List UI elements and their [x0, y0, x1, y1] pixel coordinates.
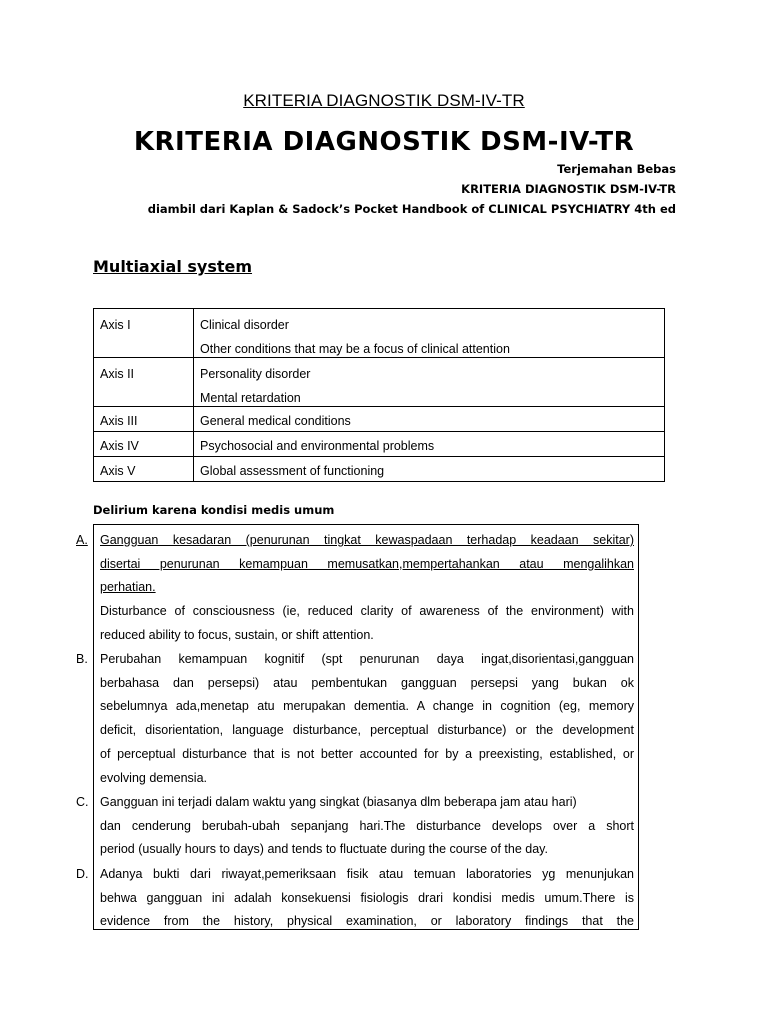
axis-name-cell: Axis I: [94, 309, 194, 358]
criterion-line: berbahasa dan persepsi) atau pembentukan gangguan persepsi yang bukan ok: [100, 675, 634, 690]
axis-name-cell: Axis V: [94, 457, 194, 482]
criterion-d-text: [100, 863, 634, 934]
criterion-line: deficit, disorientation, language disturbance, perceptual disturbance) or the development: [100, 723, 634, 738]
multiaxial-heading: Multiaxial system: [93, 257, 253, 276]
axis-description-cell: Clinical disorder Other conditions that may be a focus of clinical attention: [194, 309, 665, 358]
table-row: [94, 309, 665, 358]
criterion-d-letter: D.: [76, 867, 89, 881]
axis-description-cell: General medical conditions: [194, 407, 665, 432]
axis-name-cell: Axis IV: [94, 432, 194, 457]
document-main-title: KRITERIA DIAGNOSTIK DSM-IV-TR: [133, 127, 635, 157]
axis-description-cell: Psychosocial and environmental problems: [194, 432, 665, 457]
criterion-line: Gangguan ini terjadi dalam waktu yang singkat (biasanya dlm beberapa jam atau hari): [100, 795, 577, 809]
axis-name-cell: Axis II: [94, 358, 194, 407]
criterion-a-letter: A.: [76, 533, 88, 547]
criterion-line: dan cenderung berubah-ubah sepanjang hari.The disturbance develops over a short: [100, 818, 634, 833]
criterion-line: Perubahan kemampuan kognitif (spt penurunan daya ingat,disorientasi,gangguan: [100, 652, 634, 666]
criterion-b-letter: B.: [76, 652, 88, 666]
table-row: [94, 457, 665, 482]
criterion-c-letter: C.: [76, 795, 89, 809]
criterion-line: Gangguan kesadaran (penurunan tingkat kewaspadaan terhadap keadaan sekitar): [100, 533, 634, 547]
document-top-title: KRITERIA DIAGNOSTIK DSM-IV-TR: [243, 91, 525, 110]
criterion-line: Adanya bukti dari riwayat,pemeriksaan fisik atau temuan laboratories yg menunjukan: [100, 867, 634, 881]
subtitle-criteria: KRITERIA DIAGNOSTIK DSM-IV-TR: [461, 182, 676, 196]
criterion-line: behwa gangguan ini adalah konsekuensi fisiologis drari kondisi medis umum.There is: [100, 890, 634, 905]
axis-name-cell: Axis III: [94, 407, 194, 432]
criterion-line: perhatian.: [100, 580, 156, 595]
table-row: [94, 407, 665, 432]
subtitle-translation: Terjemahan Bebas: [557, 162, 676, 176]
criterion-a-text: [100, 529, 634, 648]
table-row: [94, 432, 665, 457]
criterion-line: reduced ability to focus, sustain, or shift attention.: [100, 627, 374, 642]
table-row: [94, 358, 665, 407]
subtitle-source: diambil dari Kaplan & Sadock’s Pocket Handbook of CLINICAL PSYCHIATRY 4th ed: [147, 202, 676, 216]
criterion-line: of perceptual disturbance that is not better accounted for by a preexisting, established, or: [100, 746, 634, 761]
criterion-line: Disturbance of consciousness (ie, reduced clarity of awareness of the environment) with: [100, 604, 634, 619]
criterion-line: period (usually hours to days) and tends to fluctuate during the course of the day.: [100, 842, 548, 857]
axis-description-cell: Global assessment of functioning: [194, 457, 665, 482]
criterion-b-text: [100, 648, 634, 790]
criterion-line: disertai penurunan kemampuan memusatkan,mempertahankan atau mengalihkan: [100, 556, 634, 571]
delirium-heading: Delirium karena kondisi medis umum: [93, 503, 335, 517]
criterion-c-text: [100, 791, 634, 862]
criterion-line: evidence from the history, physical examination, or laboratory findings that the: [100, 914, 634, 929]
axis-description-cell: Personality disorder Mental retardation: [194, 358, 665, 407]
criterion-line: sebelumnya ada,menetap atu merupakan dementia. A change in cognition (eg, memory: [100, 699, 634, 714]
criterion-line: evolving demensia.: [100, 770, 208, 785]
multiaxial-table: [93, 308, 665, 482]
